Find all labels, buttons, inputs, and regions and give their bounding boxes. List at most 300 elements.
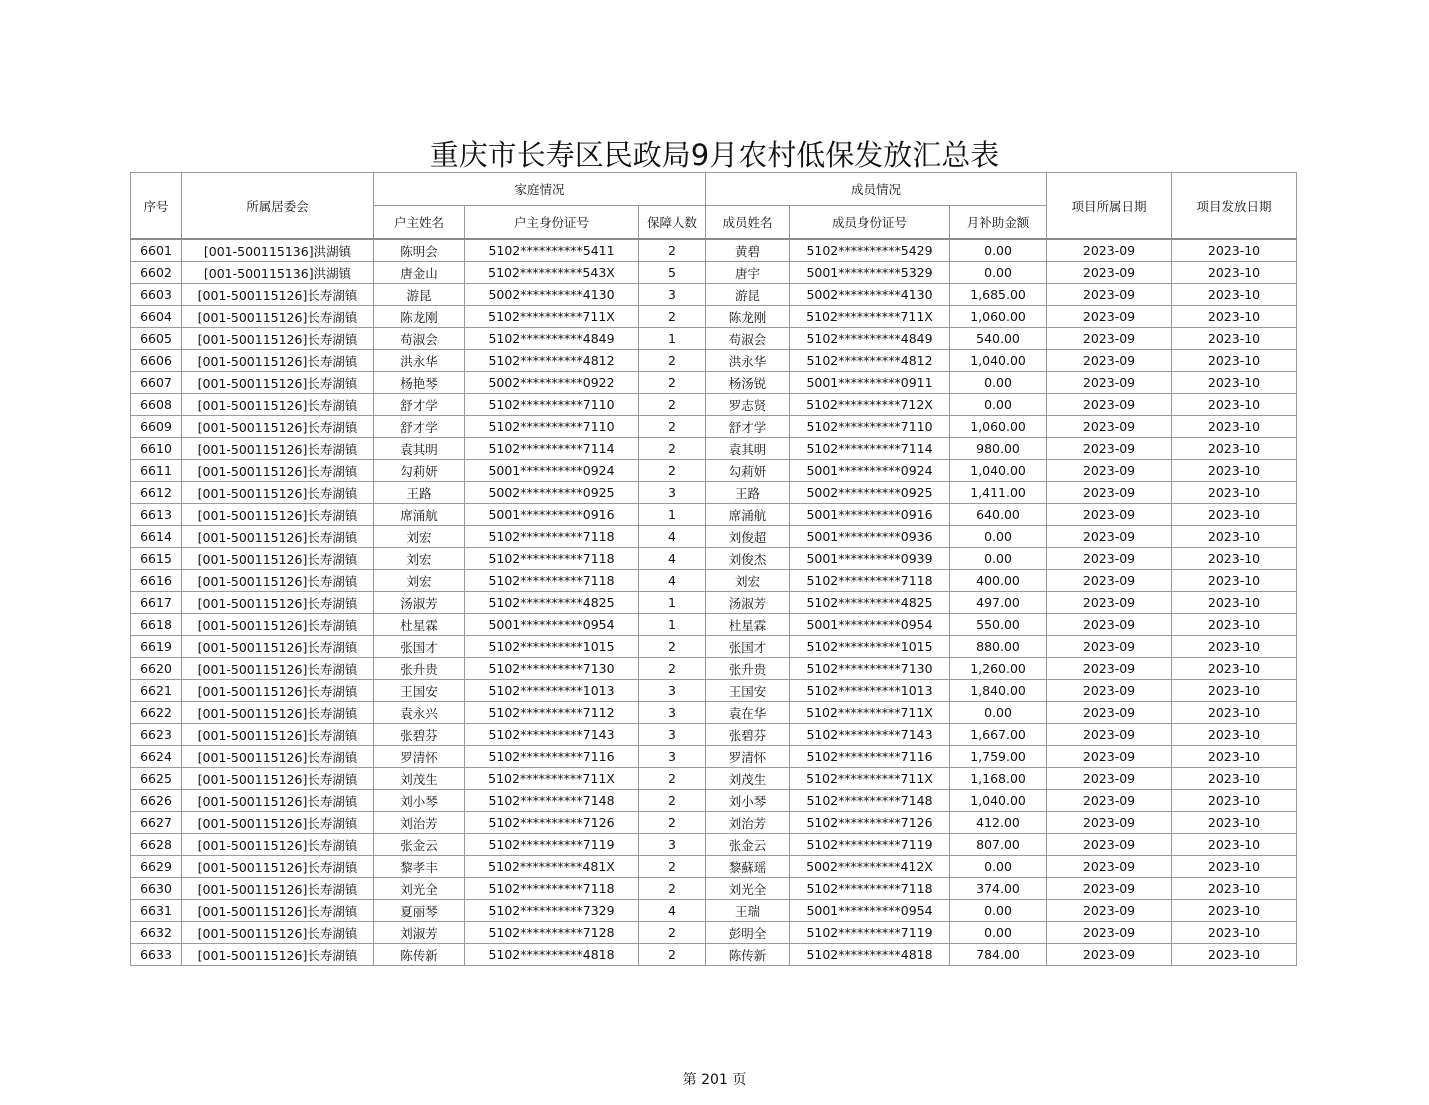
project-date-cell: 2023-09 [1047,746,1172,768]
member-name-cell: 袁其明 [706,438,790,460]
member-id-cell: 5102**********4812 [790,350,950,372]
member-id-cell: 5102**********7116 [790,746,950,768]
member-id-cell: 5102**********7119 [790,922,950,944]
release-date-cell: 2023-10 [1172,306,1297,328]
head-id-cell: 5102**********711X [465,306,639,328]
release-date-cell: 2023-10 [1172,239,1297,262]
committee-cell: [001-500115126]长寿湖镇 [182,592,374,614]
seq-cell: 6604 [131,306,182,328]
table-row [131,526,1297,548]
head-name-cell: 夏丽琴 [374,900,465,922]
project-date-cell: 2023-09 [1047,768,1172,790]
table-row [131,548,1297,570]
seq-cell: 6601 [131,239,182,262]
amount-cell: 1,040.00 [950,790,1047,812]
table-row [131,834,1297,856]
head-name-cell: 王国安 [374,680,465,702]
member-name-cell: 罗志贤 [706,394,790,416]
project-date-cell: 2023-09 [1047,856,1172,878]
table-row [131,900,1297,922]
committee-cell: [001-500115126]长寿湖镇 [182,372,374,394]
head-name-cell: 洪永华 [374,350,465,372]
head-id-cell: 5001**********0916 [465,504,639,526]
amount-cell: 0.00 [950,922,1047,944]
member-id-cell: 5001**********0936 [790,526,950,548]
table-row [131,636,1297,658]
count-cell: 4 [639,526,706,548]
committee-cell: [001-500115126]长寿湖镇 [182,834,374,856]
member-name-cell: 刘治芳 [706,812,790,834]
amount-cell: 1,168.00 [950,768,1047,790]
count-cell: 4 [639,570,706,592]
member-id-cell: 5102**********7126 [790,812,950,834]
member-id-cell: 5001**********0916 [790,504,950,526]
amount-cell: 374.00 [950,878,1047,900]
release-date-cell: 2023-10 [1172,614,1297,636]
head-name-cell: 刘宏 [374,570,465,592]
head-id-cell: 5002**********0925 [465,482,639,504]
amount-cell: 1,260.00 [950,658,1047,680]
count-cell: 2 [639,922,706,944]
committee-cell: [001-500115126]长寿湖镇 [182,702,374,724]
head-id-cell: 5102**********7126 [465,812,639,834]
member-id-cell: 5102**********7110 [790,416,950,438]
seq-cell: 6609 [131,416,182,438]
amount-cell: 0.00 [950,239,1047,262]
count-cell: 3 [639,724,706,746]
count-cell: 2 [639,350,706,372]
head-id-cell: 5102**********5411 [465,239,639,262]
release-date-cell: 2023-10 [1172,394,1297,416]
count-cell: 2 [639,944,706,966]
seq-cell: 6613 [131,504,182,526]
seq-cell: 6624 [131,746,182,768]
release-date-cell: 2023-10 [1172,570,1297,592]
committee-cell: [001-500115126]长寿湖镇 [182,526,374,548]
count-cell: 3 [639,746,706,768]
header-project-date: 项目所属日期 [1047,173,1172,240]
header-family: 家庭情况 [374,173,706,206]
member-name-cell: 王国安 [706,680,790,702]
member-id-cell: 5102**********7114 [790,438,950,460]
seq-cell: 6620 [131,658,182,680]
table-row [131,328,1297,350]
member-name-cell: 刘俊超 [706,526,790,548]
count-cell: 3 [639,702,706,724]
head-name-cell: 刘治芳 [374,812,465,834]
release-date-cell: 2023-10 [1172,724,1297,746]
header-head-id: 户主身份证号 [465,206,639,240]
count-cell: 2 [639,812,706,834]
head-id-cell: 5102**********711X [465,768,639,790]
relief-summary-table [130,172,1297,966]
member-id-cell: 5001**********5329 [790,262,950,284]
table-row [131,306,1297,328]
committee-cell: [001-500115136]洪湖镇 [182,239,374,262]
head-name-cell: 唐金山 [374,262,465,284]
seq-cell: 6608 [131,394,182,416]
count-cell: 1 [639,504,706,526]
committee-cell: [001-500115126]长寿湖镇 [182,482,374,504]
head-id-cell: 5102**********7329 [465,900,639,922]
head-name-cell: 刘光全 [374,878,465,900]
count-cell: 2 [639,856,706,878]
table-row [131,482,1297,504]
seq-cell: 6612 [131,482,182,504]
count-cell: 2 [639,790,706,812]
member-id-cell: 5102**********5429 [790,239,950,262]
count-cell: 4 [639,900,706,922]
amount-cell: 1,060.00 [950,306,1047,328]
member-id-cell: 5102**********7148 [790,790,950,812]
table-row [131,504,1297,526]
head-name-cell: 杨艳琴 [374,372,465,394]
committee-cell: [001-500115126]长寿湖镇 [182,306,374,328]
release-date-cell: 2023-10 [1172,482,1297,504]
count-cell: 3 [639,680,706,702]
header-seq: 序号 [131,173,182,240]
count-cell: 3 [639,284,706,306]
project-date-cell: 2023-09 [1047,328,1172,350]
count-cell: 2 [639,372,706,394]
committee-cell: [001-500115126]长寿湖镇 [182,856,374,878]
release-date-cell: 2023-10 [1172,636,1297,658]
head-id-cell: 5102**********7118 [465,878,639,900]
seq-cell: 6617 [131,592,182,614]
head-name-cell: 苟淑会 [374,328,465,350]
release-date-cell: 2023-10 [1172,416,1297,438]
member-name-cell: 黎蘇瑶 [706,856,790,878]
committee-cell: [001-500115126]长寿湖镇 [182,658,374,680]
head-id-cell: 5102**********7148 [465,790,639,812]
head-id-cell: 5002**********4130 [465,284,639,306]
head-name-cell: 袁永兴 [374,702,465,724]
project-date-cell: 2023-09 [1047,394,1172,416]
committee-cell: [001-500115126]长寿湖镇 [182,812,374,834]
project-date-cell: 2023-09 [1047,372,1172,394]
amount-cell: 1,040.00 [950,460,1047,482]
committee-cell: [001-500115126]长寿湖镇 [182,416,374,438]
head-name-cell: 张碧芬 [374,724,465,746]
head-name-cell: 罗清怀 [374,746,465,768]
release-date-cell: 2023-10 [1172,504,1297,526]
member-name-cell: 张国才 [706,636,790,658]
member-name-cell: 黄碧 [706,239,790,262]
amount-cell: 0.00 [950,856,1047,878]
committee-cell: [001-500115126]长寿湖镇 [182,548,374,570]
head-name-cell: 陈明会 [374,239,465,262]
member-id-cell: 5001**********0954 [790,900,950,922]
head-id-cell: 5102**********1013 [465,680,639,702]
seq-cell: 6622 [131,702,182,724]
table-row [131,724,1297,746]
head-id-cell: 5102**********7128 [465,922,639,944]
count-cell: 2 [639,768,706,790]
seq-cell: 6607 [131,372,182,394]
member-name-cell: 游昆 [706,284,790,306]
head-name-cell: 舒才学 [374,394,465,416]
member-id-cell: 5102**********7118 [790,878,950,900]
amount-cell: 0.00 [950,900,1047,922]
table-row [131,944,1297,966]
member-id-cell: 5002**********4130 [790,284,950,306]
head-name-cell: 杜星霖 [374,614,465,636]
release-date-cell: 2023-10 [1172,372,1297,394]
head-id-cell: 5001**********0954 [465,614,639,636]
table-row [131,812,1297,834]
count-cell: 2 [639,239,706,262]
head-id-cell: 5001**********0924 [465,460,639,482]
seq-cell: 6619 [131,636,182,658]
release-date-cell: 2023-10 [1172,460,1297,482]
project-date-cell: 2023-09 [1047,614,1172,636]
head-name-cell: 刘宏 [374,526,465,548]
table-row [131,768,1297,790]
table-row [131,438,1297,460]
member-id-cell: 5102**********7130 [790,658,950,680]
amount-cell: 980.00 [950,438,1047,460]
head-id-cell: 5102**********543X [465,262,639,284]
table-row [131,592,1297,614]
member-name-cell: 勾莉妍 [706,460,790,482]
committee-cell: [001-500115136]洪湖镇 [182,262,374,284]
count-cell: 5 [639,262,706,284]
release-date-cell: 2023-10 [1172,878,1297,900]
count-cell: 2 [639,636,706,658]
table-row [131,614,1297,636]
seq-cell: 6627 [131,812,182,834]
table-row [131,702,1297,724]
member-id-cell: 5102**********4849 [790,328,950,350]
table-row [131,460,1297,482]
project-date-cell: 2023-09 [1047,790,1172,812]
release-date-cell: 2023-10 [1172,746,1297,768]
member-id-cell: 5102**********712X [790,394,950,416]
project-date-cell: 2023-09 [1047,504,1172,526]
head-id-cell: 5102**********4849 [465,328,639,350]
member-name-cell: 苟淑会 [706,328,790,350]
project-date-cell: 2023-09 [1047,592,1172,614]
release-date-cell: 2023-10 [1172,790,1297,812]
release-date-cell: 2023-10 [1172,680,1297,702]
member-id-cell: 5002**********412X [790,856,950,878]
seq-cell: 6603 [131,284,182,306]
release-date-cell: 2023-10 [1172,812,1297,834]
amount-cell: 0.00 [950,526,1047,548]
release-date-cell: 2023-10 [1172,944,1297,966]
count-cell: 2 [639,460,706,482]
committee-cell: [001-500115126]长寿湖镇 [182,900,374,922]
head-name-cell: 刘小琴 [374,790,465,812]
head-id-cell: 5102**********7116 [465,746,639,768]
committee-cell: [001-500115126]长寿湖镇 [182,724,374,746]
project-date-cell: 2023-09 [1047,636,1172,658]
committee-cell: [001-500115126]长寿湖镇 [182,394,374,416]
project-date-cell: 2023-09 [1047,724,1172,746]
page-number-prefix: 第 [682,1072,697,1088]
release-date-cell: 2023-10 [1172,548,1297,570]
member-name-cell: 席涌航 [706,504,790,526]
member-name-cell: 张金云 [706,834,790,856]
amount-cell: 1,667.00 [950,724,1047,746]
table-row [131,878,1297,900]
amount-cell: 1,060.00 [950,416,1047,438]
amount-cell: 400.00 [950,570,1047,592]
count-cell: 2 [639,658,706,680]
member-name-cell: 张碧芬 [706,724,790,746]
table-row [131,570,1297,592]
table-body [131,239,1297,966]
table-row [131,658,1297,680]
head-id-cell: 5102**********4825 [465,592,639,614]
head-name-cell: 勾莉妍 [374,460,465,482]
seq-cell: 6631 [131,900,182,922]
member-name-cell: 唐宇 [706,262,790,284]
project-date-cell: 2023-09 [1047,350,1172,372]
table-row [131,680,1297,702]
member-id-cell: 5001**********0924 [790,460,950,482]
release-date-cell: 2023-10 [1172,438,1297,460]
head-name-cell: 席涌航 [374,504,465,526]
amount-cell: 640.00 [950,504,1047,526]
head-name-cell: 张升贵 [374,658,465,680]
page-footer [0,1069,1429,1089]
committee-cell: [001-500115126]长寿湖镇 [182,922,374,944]
head-id-cell: 5002**********0922 [465,372,639,394]
table-row [131,372,1297,394]
head-id-cell: 5102**********7130 [465,658,639,680]
committee-cell: [001-500115126]长寿湖镇 [182,460,374,482]
head-id-cell: 5102**********7110 [465,394,639,416]
member-name-cell: 刘光全 [706,878,790,900]
committee-cell: [001-500115126]长寿湖镇 [182,636,374,658]
header-release-date: 项目发放日期 [1172,173,1297,240]
seq-cell: 6615 [131,548,182,570]
seq-cell: 6610 [131,438,182,460]
member-name-cell: 舒才学 [706,416,790,438]
seq-cell: 6611 [131,460,182,482]
member-name-cell: 彭明全 [706,922,790,944]
release-date-cell: 2023-10 [1172,834,1297,856]
member-name-cell: 袁在华 [706,702,790,724]
head-id-cell: 5102**********1015 [465,636,639,658]
release-date-cell: 2023-10 [1172,592,1297,614]
count-cell: 4 [639,548,706,570]
committee-cell: [001-500115126]长寿湖镇 [182,438,374,460]
committee-cell: [001-500115126]长寿湖镇 [182,284,374,306]
amount-cell: 550.00 [950,614,1047,636]
seq-cell: 6602 [131,262,182,284]
head-name-cell: 黎孝丰 [374,856,465,878]
project-date-cell: 2023-09 [1047,900,1172,922]
member-name-cell: 刘俊杰 [706,548,790,570]
amount-cell: 0.00 [950,394,1047,416]
head-name-cell: 刘宏 [374,548,465,570]
header-amount: 月补助金额 [950,206,1047,240]
head-id-cell: 5102**********7110 [465,416,639,438]
head-name-cell: 刘淑芳 [374,922,465,944]
member-name-cell: 张升贵 [706,658,790,680]
member-id-cell: 5102**********711X [790,306,950,328]
amount-cell: 0.00 [950,372,1047,394]
member-id-cell: 5102**********1013 [790,680,950,702]
member-id-cell: 5001**********0911 [790,372,950,394]
seq-cell: 6616 [131,570,182,592]
project-date-cell: 2023-09 [1047,834,1172,856]
head-name-cell: 袁其明 [374,438,465,460]
table-row [131,856,1297,878]
committee-cell: [001-500115126]长寿湖镇 [182,746,374,768]
member-name-cell: 王路 [706,482,790,504]
amount-cell: 1,840.00 [950,680,1047,702]
project-date-cell: 2023-09 [1047,262,1172,284]
seq-cell: 6628 [131,834,182,856]
header-member-name: 成员姓名 [706,206,790,240]
count-cell: 2 [639,416,706,438]
member-name-cell: 刘小琴 [706,790,790,812]
release-date-cell: 2023-10 [1172,262,1297,284]
seq-cell: 6625 [131,768,182,790]
committee-cell: [001-500115126]长寿湖镇 [182,768,374,790]
amount-cell: 1,040.00 [950,350,1047,372]
head-id-cell: 5102**********7118 [465,570,639,592]
head-name-cell: 陈传新 [374,944,465,966]
member-id-cell: 5102**********1015 [790,636,950,658]
member-name-cell: 陈龙刚 [706,306,790,328]
committee-cell: [001-500115126]长寿湖镇 [182,944,374,966]
seq-cell: 6623 [131,724,182,746]
head-id-cell: 5102**********7118 [465,548,639,570]
member-name-cell: 汤淑芳 [706,592,790,614]
project-date-cell: 2023-09 [1047,460,1172,482]
seq-cell: 6618 [131,614,182,636]
head-id-cell: 5102**********7143 [465,724,639,746]
project-date-cell: 2023-09 [1047,658,1172,680]
project-date-cell: 2023-09 [1047,702,1172,724]
page-number: 201 [701,1072,728,1088]
member-id-cell: 5102**********4825 [790,592,950,614]
table-row [131,350,1297,372]
member-name-cell: 刘茂生 [706,768,790,790]
project-date-cell: 2023-09 [1047,878,1172,900]
table-row [131,239,1297,262]
committee-cell: [001-500115126]长寿湖镇 [182,328,374,350]
member-name-cell: 杨汤锐 [706,372,790,394]
head-name-cell: 王路 [374,482,465,504]
project-date-cell: 2023-09 [1047,922,1172,944]
amount-cell: 412.00 [950,812,1047,834]
release-date-cell: 2023-10 [1172,856,1297,878]
project-date-cell: 2023-09 [1047,944,1172,966]
seq-cell: 6614 [131,526,182,548]
header-member: 成员情况 [706,173,1047,206]
count-cell: 2 [639,878,706,900]
table-row [131,790,1297,812]
committee-cell: [001-500115126]长寿湖镇 [182,504,374,526]
header-committee: 所属居委会 [182,173,374,240]
count-cell: 3 [639,482,706,504]
amount-cell: 497.00 [950,592,1047,614]
amount-cell: 784.00 [950,944,1047,966]
seq-cell: 6633 [131,944,182,966]
header-count: 保障人数 [639,206,706,240]
head-name-cell: 张国才 [374,636,465,658]
release-date-cell: 2023-10 [1172,900,1297,922]
amount-cell: 880.00 [950,636,1047,658]
committee-cell: [001-500115126]长寿湖镇 [182,790,374,812]
project-date-cell: 2023-09 [1047,438,1172,460]
release-date-cell: 2023-10 [1172,328,1297,350]
